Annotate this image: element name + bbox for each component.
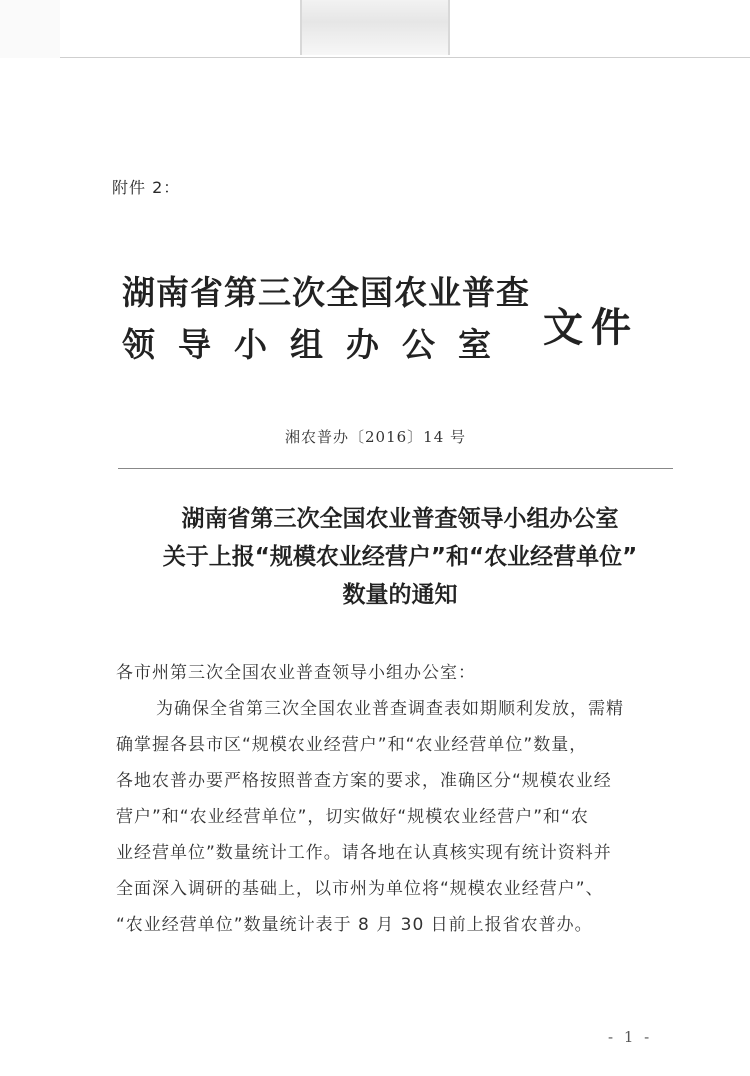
page-number: - 1 - (608, 1028, 653, 1046)
scan-shadow-corner (0, 0, 60, 58)
document-label: 文件 (543, 305, 639, 351)
office-char: 小 (234, 325, 267, 364)
office-char: 组 (290, 325, 323, 364)
office-char: 导 (178, 325, 211, 364)
notice-body (116, 655, 696, 943)
notice-title (100, 500, 700, 614)
office-char: 公 (402, 325, 435, 364)
paragraph-line: 确掌握各县市区“规模农业经营户”和“农业经营单位”数量， (116, 735, 588, 755)
paragraph-line: “农业经营单位”数量统计表于 8 月 30 日前上报省农普办。 (116, 915, 593, 935)
salutation: 各市州第三次全国农业普查领导小组办公室： (116, 663, 476, 683)
office-name-line2 (122, 322, 522, 368)
attachment-label: 附件 2： (112, 178, 181, 197)
scan-strip-edge-left (300, 0, 302, 55)
title-line2: 关于上报“规模农业经营户”和“农业经营单位” (162, 544, 638, 570)
paragraph-line: 业经营单位”数量统计工作。请各地在认真核实现有统计资料并 (116, 843, 612, 863)
paragraph-line: 为确保全省第三次全国农业普查调查表如期顺利发放，需精 (156, 699, 624, 719)
scan-page-edge (60, 57, 750, 58)
office-char: 室 (458, 325, 491, 364)
paragraph-line: 营户”和“农业经营单位”，切实做好“规模农业经营户”和“农 (116, 807, 589, 827)
scan-binding-strip (300, 0, 450, 55)
document-number: 湘农普办〔2016〕14 号 (285, 428, 467, 446)
paragraph-line: 全面深入调研的基础上，以市州为单位将“规模农业经营户”、 (116, 879, 604, 899)
scan-strip-edge-right (448, 0, 450, 55)
office-name-line1: 湖南省第三次全国农业普查 (122, 273, 530, 312)
title-line1: 湖南省第三次全国农业普查领导小组办公室 (181, 506, 619, 532)
title-line3: 数量的通知 (342, 582, 458, 608)
office-char: 领 (122, 325, 155, 364)
body-paragraph (116, 691, 696, 943)
office-char: 办 (346, 325, 379, 364)
paragraph-line: 各地农普办要严格按照普查方案的要求，准确区分“规模农业经 (116, 771, 612, 791)
issuing-office (122, 270, 530, 368)
header-divider (118, 468, 673, 469)
